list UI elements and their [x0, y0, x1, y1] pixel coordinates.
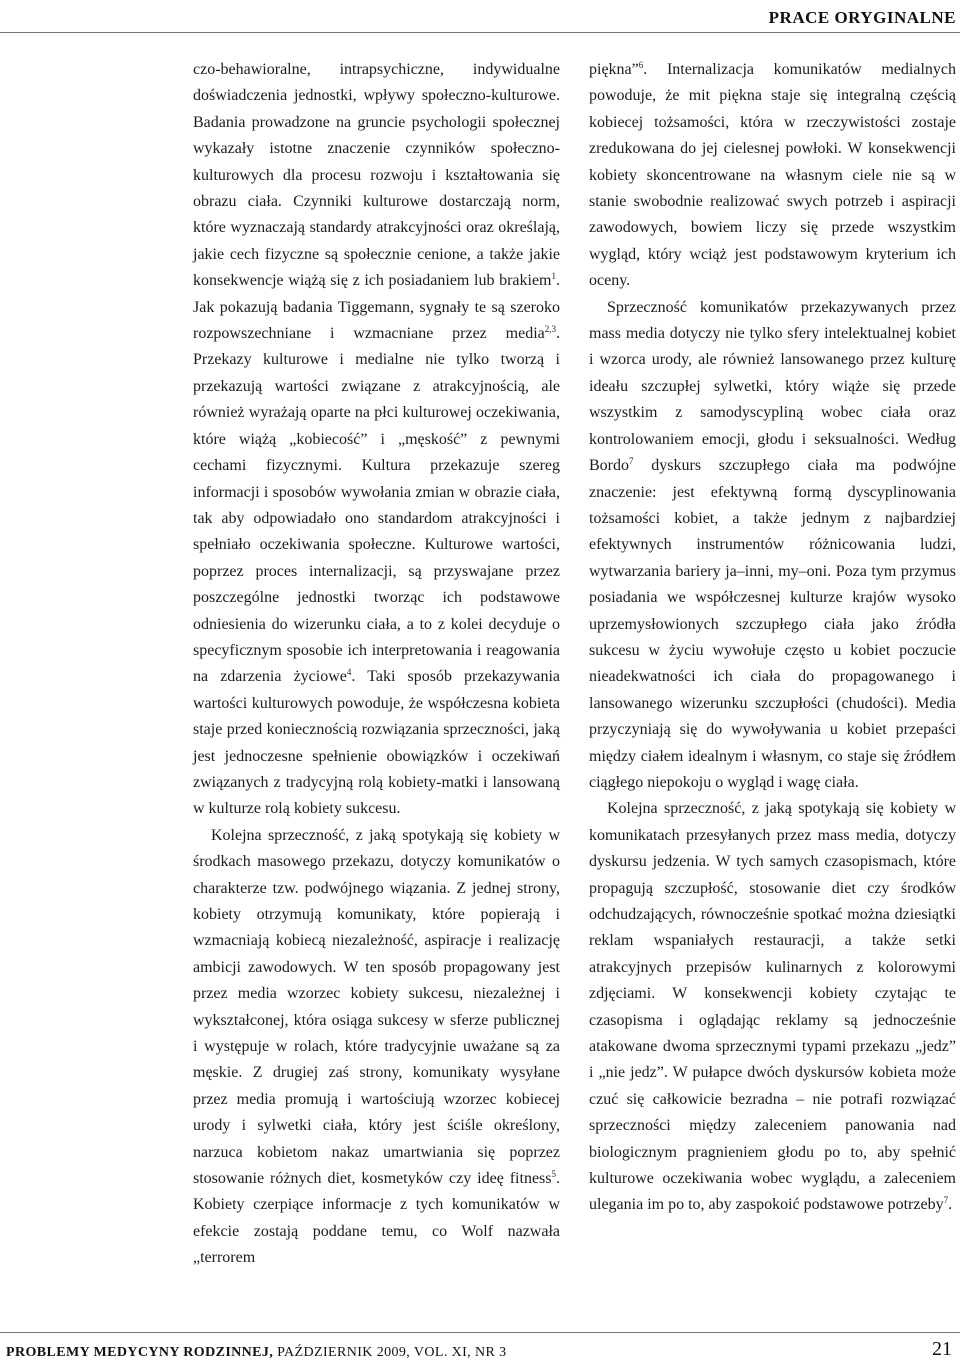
footer-rule — [0, 1332, 960, 1333]
journal-title: PROBLEMY MEDYCYNY RODZINNEJ, — [6, 1345, 274, 1360]
footnote-ref: 2,3 — [544, 324, 556, 335]
paragraph: Kolejna sprzeczność, z jaką spotykają się kobiety w komunikatach przesyłanych przez mass media, dotyczy dyskursu jedzenia. W tych samych czasopismach, które propagują szczupłość, stosowanie diet czy środków odchudzających, równocześnie spotkać można dziesiątki reklam wspaniałych restauracji, a także setki atrakcyjnych przepisów kulinarnych z kolorowymi zdjęciami. W konsekwencji kobiety czytając te czasopisma i oglądając reklamy są jednocześnie atakowane dwoma sprzecznymi typami przekazu „jedz” i „nie jedz”. W pułapce dwóch dyskursów kobieta może czuć się całkowicie bezradna – nie potrafi rozwiązać sprzeczności między zaleceniem panowania nad biologicznym pragnieniem głodu po to, aby spełnić kulturowe oczekiwania wobec wyglądu, a zaleceniem ulegania im po to, aby zaspokoić podstawowe potrzeby$^7$. — [589, 800, 956, 1214]
page-number: 21 — [932, 1338, 952, 1360]
paragraph: Kolejna sprzeczność, z jaką spotykają się kobiety w środkach masowego przekazu, dotyczy komunikatów o charakterze tzw. podwójnego wiązania. Z jednej strony, kobiety otrzymują komunikaty, które popierają i wzmacniają kobiecą niezależność, aspiracje i realizację ambicji zawodowych. W ten sposób propagowany jest przez media wzorzec kobiety sukcesu, niezależnej i wykształconej, która osiąga sukcesy w sferze publicznej i występuje w rolach, które tradycyjnie uważane są za męskie. Z drugiej zaś strony, komunikaty wysyłane przez media promują i wartościują wzorzec kobiecej urody i sylwetki ciała, który jest ściśle określony, narzuca kobietom nakaz umartwiania się poprzez stosowanie różnych diet, kosmetyków czy ideę fitness$^5$. Kobiety czerpiące informacje z tych komunikatów w efekcie zostają poddane temu, co Wolf nazwała „terrorem — [193, 826, 560, 1267]
left-column — [193, 57, 560, 1272]
footnote-ref: 7 — [943, 1195, 949, 1206]
journal-citation — [6, 1345, 507, 1361]
paragraph: czo-behawioralne, intrapsychiczne, indywidualne doświadczenia jednostki, wpływy społeczno-kulturowe. Badania prowadzone na gruncie psychologii społecznej wykazały istotne znaczenie czynników społeczno-kulturowych dla procesu rozwoju i kształtowania się obrazu ciała. Czynniki kulturowe dostarczają norm, które wyznaczają standardy atrakcyjności oraz określają, jakie cech fizyczne są społecznie cenione, a także jakie konsekwencje wiążą się z ich posiadaniem lub brakiem$^1$. Jak pokazują badania Tiggemann, sygnały te są szeroko rozpowszechniane i wzmacniane przez media$^{2,3}$. Przekazy kulturowe i medialne nie tylko tworzą i przekazują wartości związane z atrakcyjnością, ale również wyrażają oparte na płci kulturowej oczekiwania, które wiążą „kobiecość” i „męskość” z pewnymi cechami fizycznymi. Kultura przekazuje szereg informacji i sposobów wywołania zmian w obrazie ciała, tak aby odpowiadało ono standardom atrakcyjności i spełniało oczekiwania społeczne. Kulturowe wartości, poprzez proces internalizacji, są przyswajane przez poszczególne jednostki tworząc ich podstawowe odniesienia do wizerunku ciała, a to z kolei decyduje o specyficznym sposobie ich interpretowania i reagowania na zdarzenia życiowe$^4$. Taki sposób przekazywania wartości kulturowych powoduje, że współczesna kobieta staje przed koniecznością rozwiązania sprzeczności, jaką jest jednoczesne spełnienie obowiązków i oczekiwań związanych z tradycyjną rolą kobiety-matki i lansowaną w kulturze rolą kobiety sukcesu. — [193, 61, 560, 818]
footnote-ref: 4 — [346, 667, 352, 678]
footnote-ref: 6 — [638, 60, 644, 70]
paragraph: Sprzeczność komunikatów przekazywanych przez mass media dotyczy nie tylko sfery intelektualnej kobiet i wzorca urody, ale również lansowanego przez kulturę ideału szczupłej sylwetki, który wiąże się przede wszystkim z samodyscypliną wobec ciała oraz kontrolowaniem emocji, głodu i seksualności. Według Bordo$^7$ dyskurs szczupłego ciała ma podwójne znaczenie: jest efektywną formą dyscyplinowania tożsamości kobiet, a także jednym z najbardziej efektywnych instrumentów różnicowania ludzi, wytwarzania bariery ja–inni, my–oni. Poza tym przymus posiadania we współczesnej kulturze krajów wysoko uprzemysłowionych szczupłego ciała jako źródła sukcesu w życiu wywołuje często u kobiet poczucie nieadekwatności ich ciała do propagowanego i lansowanego wizerunku szczupłości (chudości). Media przyczyniają się do wywoływania u kobiet przepaści między ciałem idealnym i własnym, co staje się źródłem ciągłego niepokoju o wygląd i wagę ciała. — [589, 298, 956, 791]
footnote-ref: 1 — [551, 271, 556, 282]
paragraph: piękna”$^6$. Internalizacja komunikatów medialnych powoduje, że mit piękna staje się integralną częścią kobiecej tożsamości, która w rzeczywistości zostaje zredukowana do jej cielesnej powłoki. W konsekwencji kobiety skoncentrowane na własnym ciele nie są w stanie swobodnie realizować swych potrzeb i aspiracji zawodowych, bowiem liczy się przede wszystkim wygląd, który wciąż jest podstawowym kryterium ich oceny. — [589, 60, 956, 290]
header-rule — [0, 32, 960, 33]
journal-issue: PAŹDZIERNIK 2009, VOL. XI, NR 3 — [273, 1345, 507, 1360]
section-label: PRACE ORYGINALNE — [768, 8, 956, 27]
footnote-ref: 7 — [629, 456, 634, 467]
footnote-ref: 5 — [551, 1169, 556, 1180]
right-column — [589, 57, 956, 1219]
